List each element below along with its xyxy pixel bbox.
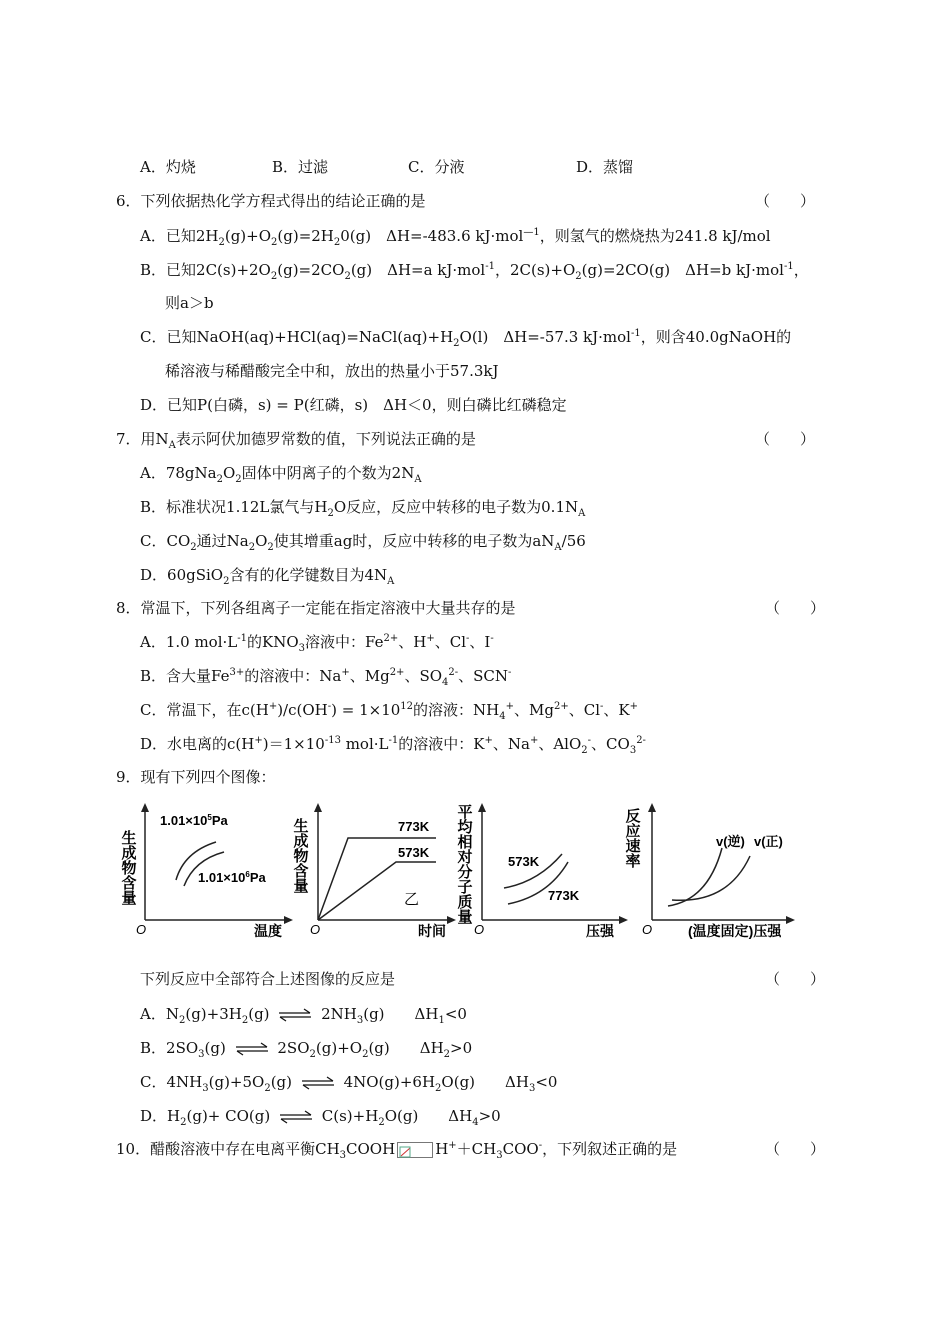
graph3-label-773: 773K — [548, 888, 580, 903]
graph2-origin: O — [310, 922, 321, 937]
q10-answer-bracket: （ ） — [765, 1140, 826, 1158]
q9-graph-3 — [455, 800, 633, 940]
equilibrium-arrow-icon — [278, 1008, 312, 1022]
graph4-curve-reverse — [668, 848, 722, 906]
q7-option-b: B．标准状况1.12L氯气与$H_2O$反应，反应中转移的电子数为$0.1N_A$ — [140, 498, 586, 519]
q9-option-b: B．$2SO_3(g)$ $2SO_2(g)+O_2(g)$ $\Delta H_2>0$ — [140, 1039, 473, 1060]
q6-option-b-cont: 则a＞b — [165, 294, 214, 312]
q10-stem: 10．醋酸溶液中存在电离平衡$CH_3COOH$ $H^++CH_3COO^-$，下列叙述正确的是 — [116, 1140, 678, 1161]
graph3-ylabel: 平均相对分子质量 — [455, 804, 473, 924]
broken-image-icon — [397, 1142, 433, 1158]
graph4-label-forward: v(正) — [754, 834, 783, 849]
graph4-label-reverse: v(逆) — [716, 834, 745, 849]
q5-options — [140, 156, 840, 178]
graph4-xlabel: (温度固定)压强 — [688, 923, 782, 939]
q9-stem: 9．现有下列四个图像： — [116, 768, 276, 786]
q7-answer-bracket: （ ） — [755, 430, 816, 448]
graph2-xlabel: 时间 — [418, 923, 446, 939]
q9-graph-4 — [623, 800, 808, 940]
equilibrium-arrow-icon — [279, 1110, 313, 1124]
equilibrium-arrow-icon — [235, 1042, 269, 1056]
q8-option-c: C．常温下，在$c(H^+)/c(OH^-) = 1\times 10^{12}$的溶液：$NH_4^+$、$Mg^{2+}$、Cl-、K+ — [140, 701, 639, 722]
q6-option-c-cont: 稀溶液与稀醋酸完全中和，放出的热量小于57.3kJ — [165, 362, 499, 380]
q9-graph-2 — [291, 800, 456, 940]
graph1-curve1-label: $1.01\times 10^5Pa$ — [160, 813, 228, 828]
q8-option-d: D．水电离的$c(H^+)=1\times 10^{-13}$ $mol\cdot L^{-1}$的溶液中：K+、Na+、AlO$_2$-、$CO_3^{2-}$ — [140, 735, 646, 756]
q5-option-c: C．分液 — [408, 158, 465, 176]
q8-option-b: B．含大量$Fe^{3+}$的溶液中：Na+、$Mg^{2+}$、$SO_4^{2-}$、SCN- — [140, 667, 512, 688]
q5-option-d: D．蒸馏 — [576, 158, 634, 176]
q6-option-a: A．已知$2H_2(g)+O_2(g)=2H_20(g)$ ΔH=-483.6 kJ·mol$^{—1}$，则氢气的燃烧热为241.8 kJ/mol — [140, 227, 771, 248]
q9-graph-1 — [118, 800, 293, 940]
graph3-label-573: 573K — [508, 854, 540, 869]
q7-option-a: A．$78gNa_2O_2$固体中阴离子的个数为$2N_A$ — [140, 464, 422, 485]
graph4-curve-forward — [672, 856, 750, 900]
q9-option-c: C．$4NH_3(g)+5O_2(g)$ $4NO(g)+6H_2O(g)$ $\Delta H_3<0$ — [140, 1073, 558, 1094]
graph2-ylabel: 生成物含量 — [291, 818, 309, 893]
graph2-label-573: 573K — [398, 845, 430, 860]
q5-option-a: A．灼烧 — [140, 158, 196, 176]
graph1-curve2-label: $1.01\times 10^6Pa$ — [198, 870, 266, 885]
q6-option-d: D．已知P(白磷，s) = P(红磷，s) ΔH＜0，则白磷比红磷稳定 — [140, 396, 567, 414]
q6-answer-bracket: （ ） — [755, 192, 816, 210]
q6-stem: 6．下列依据热化学方程式得出的结论正确的是 — [116, 192, 426, 210]
q7-option-d: D．60gSiO$_2$含有的化学键数目为$4N_A$ — [140, 566, 395, 587]
q8-stem: 8．常温下，下列各组离子一定能在指定溶液中大量共存的是 — [116, 599, 516, 617]
graph1-origin: O — [136, 922, 147, 937]
q6-option-c: C．已知$NaOH(aq)+HCl(aq)=NaCl(aq)+H_2O(l)$ ΔH=-57.3 kJ·mol$^{-1}$，则含40.0gNaOH的 — [140, 328, 792, 349]
graph1-ylabel: 生成物含量 — [119, 830, 137, 905]
graph3-xlabel: 压强 — [586, 923, 614, 939]
q6-option-b: B．已知$2C(s)+2O_2(g)=2CO_2(g)$ ΔH=a kJ·mol$^{-1}$，$2C(s)+O_2(g)=2CO(g)$ ΔH=b kJ·mol$^{-1}$， — [140, 261, 809, 282]
q9-option-d: D．$H_2(g)+ CO(g)$ $C(s)+H_2O(g)$ $\Delta H_4>0$ — [140, 1107, 501, 1128]
q7-stem: 7．用$N_A$表示阿伏加德罗常数的值，下列说法正确的是 — [116, 430, 476, 451]
graph4-ylabel: 反应速率 — [623, 808, 641, 868]
graph2-tag: 乙 — [404, 891, 420, 908]
q8-option-a: A．1.0 $mol\cdot L^{-1}$的$KNO_3$溶液中：$Fe^{2+}$、H+、Cl-、I- — [140, 633, 494, 654]
graph2-label-773: 773K — [398, 819, 430, 834]
q9-sub-stem: 下列反应中全部符合上述图像的反应是 — [140, 970, 396, 988]
graph3-origin: O — [474, 922, 485, 937]
equilibrium-arrow-icon — [301, 1076, 335, 1090]
graph1-xlabel: 温度 — [254, 923, 282, 939]
q5-option-b: B．过滤 — [272, 158, 329, 176]
q8-answer-bracket: （ ） — [765, 599, 826, 617]
graph4-origin: O — [642, 922, 653, 937]
q9-answer-bracket: （ ） — [765, 970, 826, 988]
q9-option-a: A．$N_2(g)+3H_2(g)$ $2NH_3(g)$ $\Delta H_1<0$ — [140, 1005, 467, 1026]
q7-option-c: C．$CO_2$通过$Na_2O_2$使其增重ag时，反应中转移的电子数为$aN_A/56$ — [140, 532, 586, 553]
